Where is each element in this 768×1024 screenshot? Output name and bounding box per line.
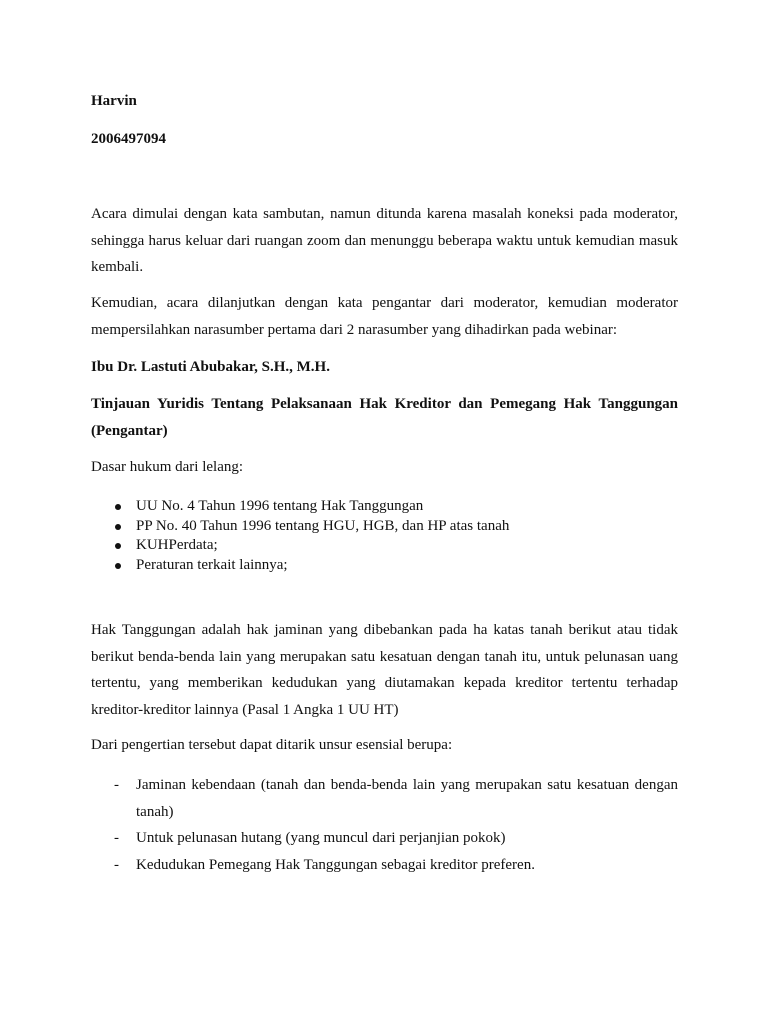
bullet-icon xyxy=(115,563,121,569)
bullet-icon xyxy=(115,543,121,549)
paragraph-opening: Acara dimulai dengan kata sambutan, namun ditunda karena masalah koneksi pada moderator, sehingga harus keluar dari ruangan zoom dan menunggu beberapa waktu untuk kemudian masuk kembali. xyxy=(91,206,678,275)
essential-elements-list xyxy=(91,772,678,878)
bullet-icon xyxy=(115,524,121,530)
legal-basis-list xyxy=(91,497,509,575)
legal-basis-intro: Dasar hukum dari lelang: xyxy=(91,459,244,475)
speaker-name: Ibu Dr. Lastuti Abubakar, S.H., M.H. xyxy=(91,359,330,375)
paragraph-definition: Hak Tanggungan adalah hak jaminan yang dibebankan pada ha katas tanah berikut atau tidak berikut benda-benda lain yang merupakan satu kesatuan dengan tanah itu, untuk pelunasan uang tertentu, yang memberikan kedudukan yang diutamakan kepada kreditor tertentu terhadap kreditor-kreditor lainnya (Pasal 1 Angka 1 UU HT) xyxy=(91,622,678,718)
list-item: KUHPerdata; xyxy=(91,536,509,556)
dash-marker: - xyxy=(114,856,119,873)
list-item: - Jaminan kebendaan (tanah dan benda-benda lain yang merupakan satu kesatuan dengan tanah) xyxy=(91,772,678,825)
list-item: Peraturan terkait lainnya; xyxy=(91,556,509,576)
list-item: UU No. 4 Tahun 1996 tentang Hak Tanggungan xyxy=(91,497,509,517)
student-id: 2006497094 xyxy=(91,131,166,147)
dash-marker: - xyxy=(114,830,119,846)
list-item: - Untuk pelunasan hutang (yang muncul dari perjanjian pokok) xyxy=(91,825,678,852)
elements-intro: Dari pengertian tersebut dapat ditarik unsur esensial berupa: xyxy=(91,737,453,753)
list-item: PP No. 40 Tahun 1996 tentang HGU, HGB, dan HP atas tanah xyxy=(91,517,509,537)
paragraph-moderator: Kemudian, acara dilanjutkan dengan kata pengantar dari moderator, kemudian moderator mempersilahkan narasumber pertama dari 2 narasumber yang dihadirkan pada webinar: xyxy=(91,295,678,338)
list-item: - Kedudukan Pemegang Hak Tanggungan sebagai kreditor preferen. xyxy=(91,852,678,879)
author-name: Harvin xyxy=(91,93,137,109)
bullet-icon xyxy=(115,504,121,510)
dash-marker: - xyxy=(114,777,119,793)
topic-title: Tinjauan Yuridis Tentang Pelaksanaan Hak Kreditor dan Pemegang Hak Tanggungan (Pengantar) xyxy=(91,396,678,439)
